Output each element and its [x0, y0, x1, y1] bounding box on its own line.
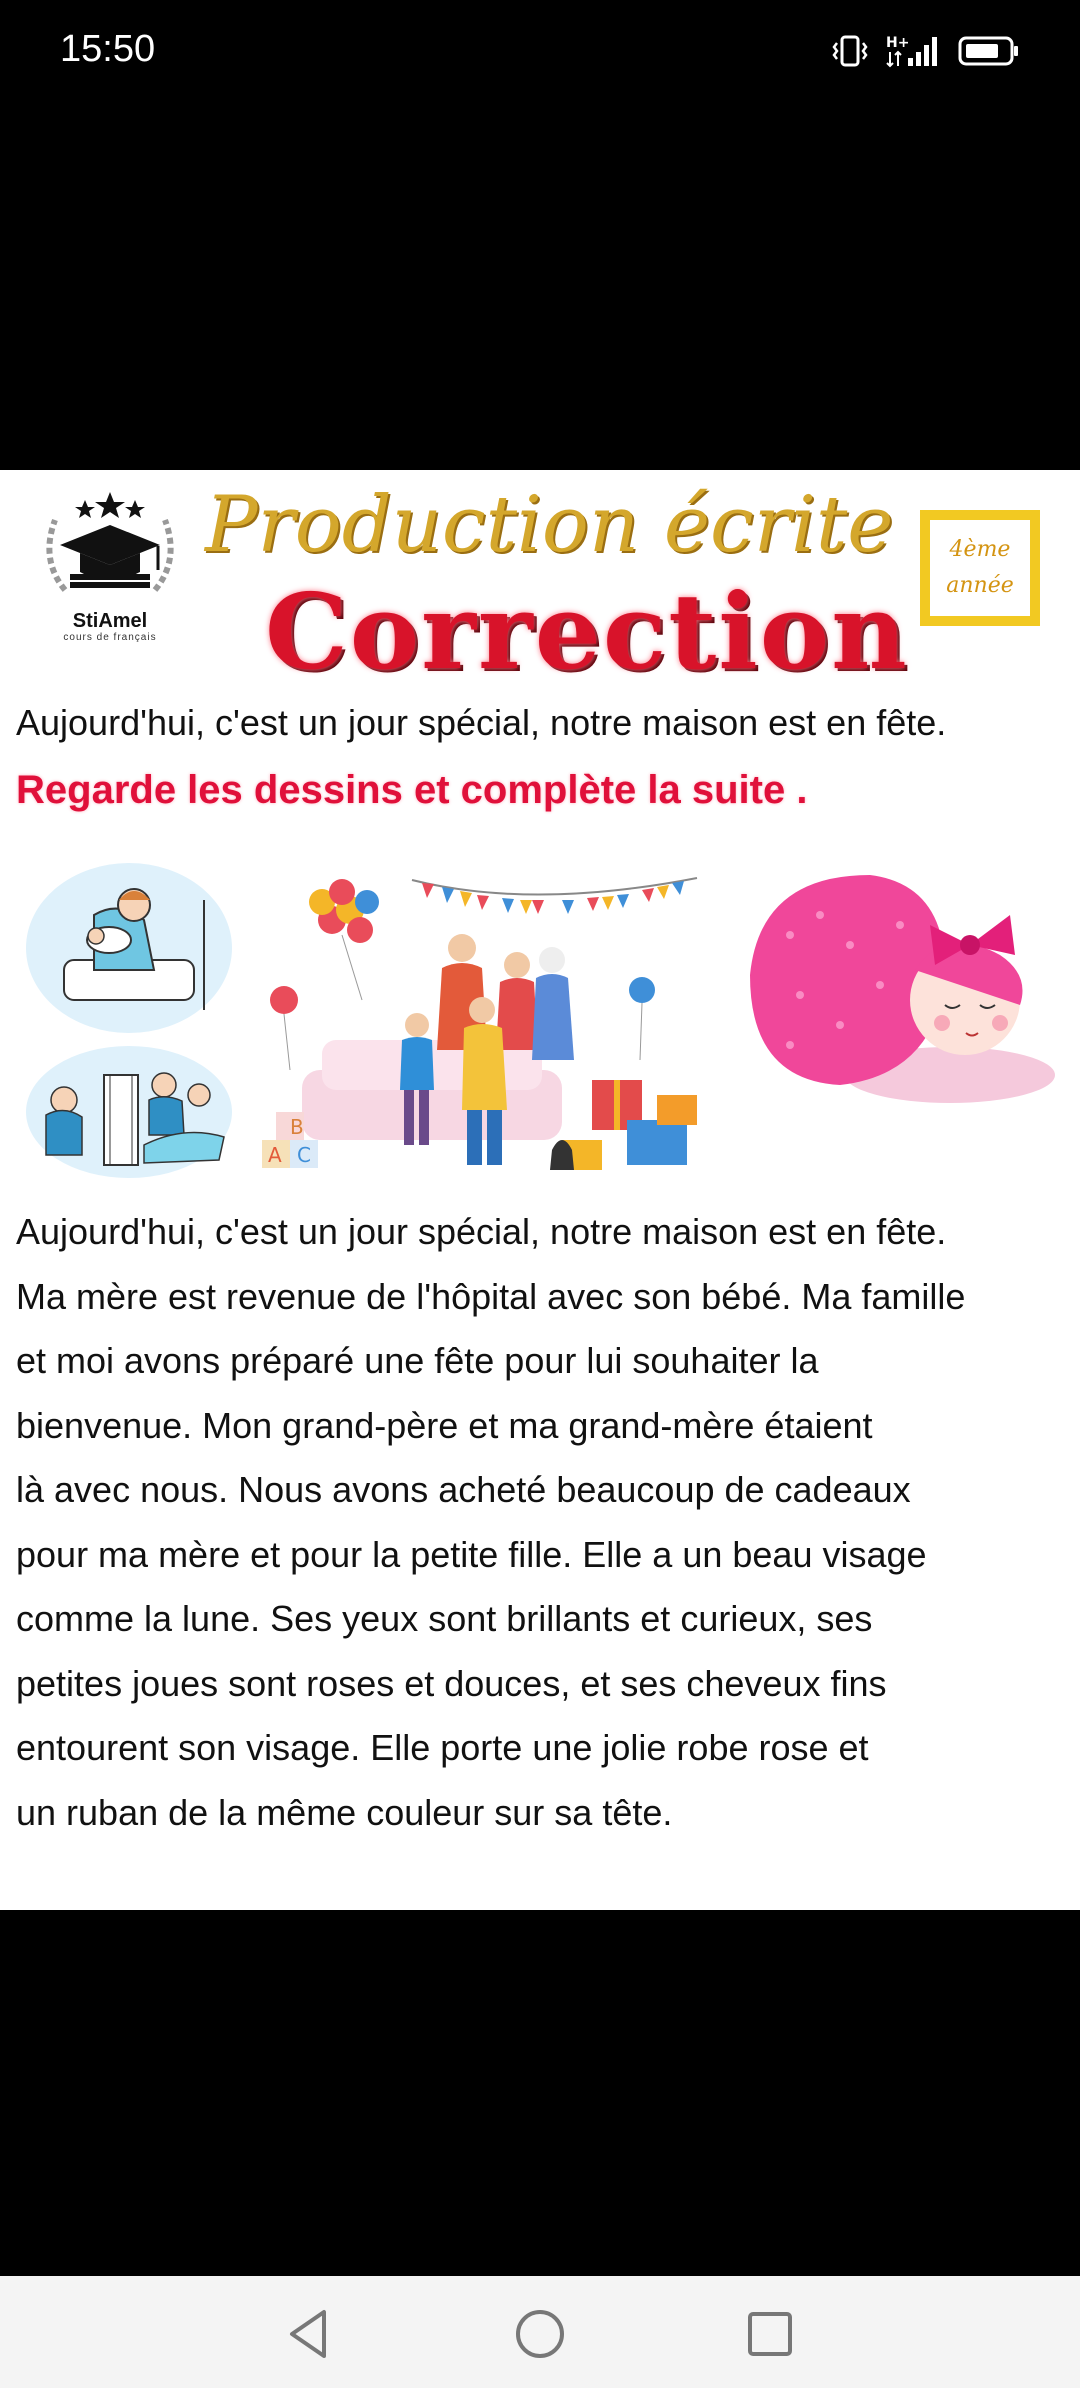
- block-letter-b: B: [290, 1115, 304, 1139]
- story-line: pour ma mère et pour la petite fille. Elle a un beau visage: [16, 1533, 927, 1575]
- block-letter-c: C: [297, 1143, 311, 1167]
- logo-name: StiAmel: [72, 610, 148, 632]
- story-line: entourent son visage. Elle porte une jolie robe rose et: [16, 1727, 869, 1768]
- sleeping-baby-illustration: [730, 855, 1060, 1115]
- story-line: un ruban de la même couleur sur sa tête.: [16, 1791, 673, 1833]
- instruction-text: Regarde les dessins et complète la suite .: [16, 768, 808, 812]
- delivery-room-illustration: [24, 1045, 234, 1180]
- block-letter-a: A: [268, 1143, 282, 1167]
- svg-text:H+: H+: [886, 35, 910, 51]
- hplus-signal-icon: [886, 34, 940, 68]
- story-paragraph: [16, 1200, 1066, 1845]
- story-line: et moi avons préparé une fête pour lui souhaiter la: [16, 1340, 819, 1381]
- navigation-bar: [0, 2276, 1080, 2388]
- story-line: bienvenue. Mon grand-père et ma grand-mère étaient: [16, 1404, 873, 1446]
- status-bar: [0, 0, 1080, 110]
- illustrations: [0, 850, 1080, 1190]
- grade-badge: [920, 510, 1040, 626]
- story-line: là avec nous. Nous avons acheté beaucoup de cadeaux: [16, 1469, 911, 1510]
- vibrate-icon: [832, 34, 868, 68]
- story-line: comme la lune. Ses yeux sont brillants et curieux, ses: [16, 1598, 873, 1639]
- graduation-cap-logo-icon: [30, 490, 190, 610]
- badge-line1: 4ème: [949, 537, 1011, 562]
- recents-icon[interactable]: [740, 2304, 800, 2364]
- hospital-mother-baby-illustration: [24, 860, 234, 1035]
- status-time: 15:50: [60, 28, 156, 70]
- status-icons: [832, 34, 1020, 68]
- story-line: Aujourd'hui, c'est un jour spécial, notre maison est en fête.: [16, 1211, 947, 1252]
- title-production-ecrite: Production écrite: [205, 480, 894, 570]
- home-icon[interactable]: [510, 2304, 570, 2364]
- family-party-illustration: [262, 850, 712, 1190]
- stiamel-logo: [30, 490, 190, 650]
- battery-icon: [958, 34, 1020, 68]
- story-line: Ma mère est revenue de l'hôpital avec son bébé. Ma famille: [16, 1275, 966, 1317]
- intro-sentence: Aujourd'hui, c'est un jour spécial, notre maison est en fête.: [16, 702, 947, 743]
- story-line: petites joues sont roses et douces, et ses cheveux fins: [16, 1662, 887, 1704]
- badge-line2: année: [946, 573, 1014, 598]
- logo-subtitle: cours de français: [63, 632, 157, 643]
- worksheet-image: [0, 470, 1080, 1910]
- back-icon[interactable]: [280, 2304, 340, 2364]
- title-correction: Correction: [265, 570, 909, 693]
